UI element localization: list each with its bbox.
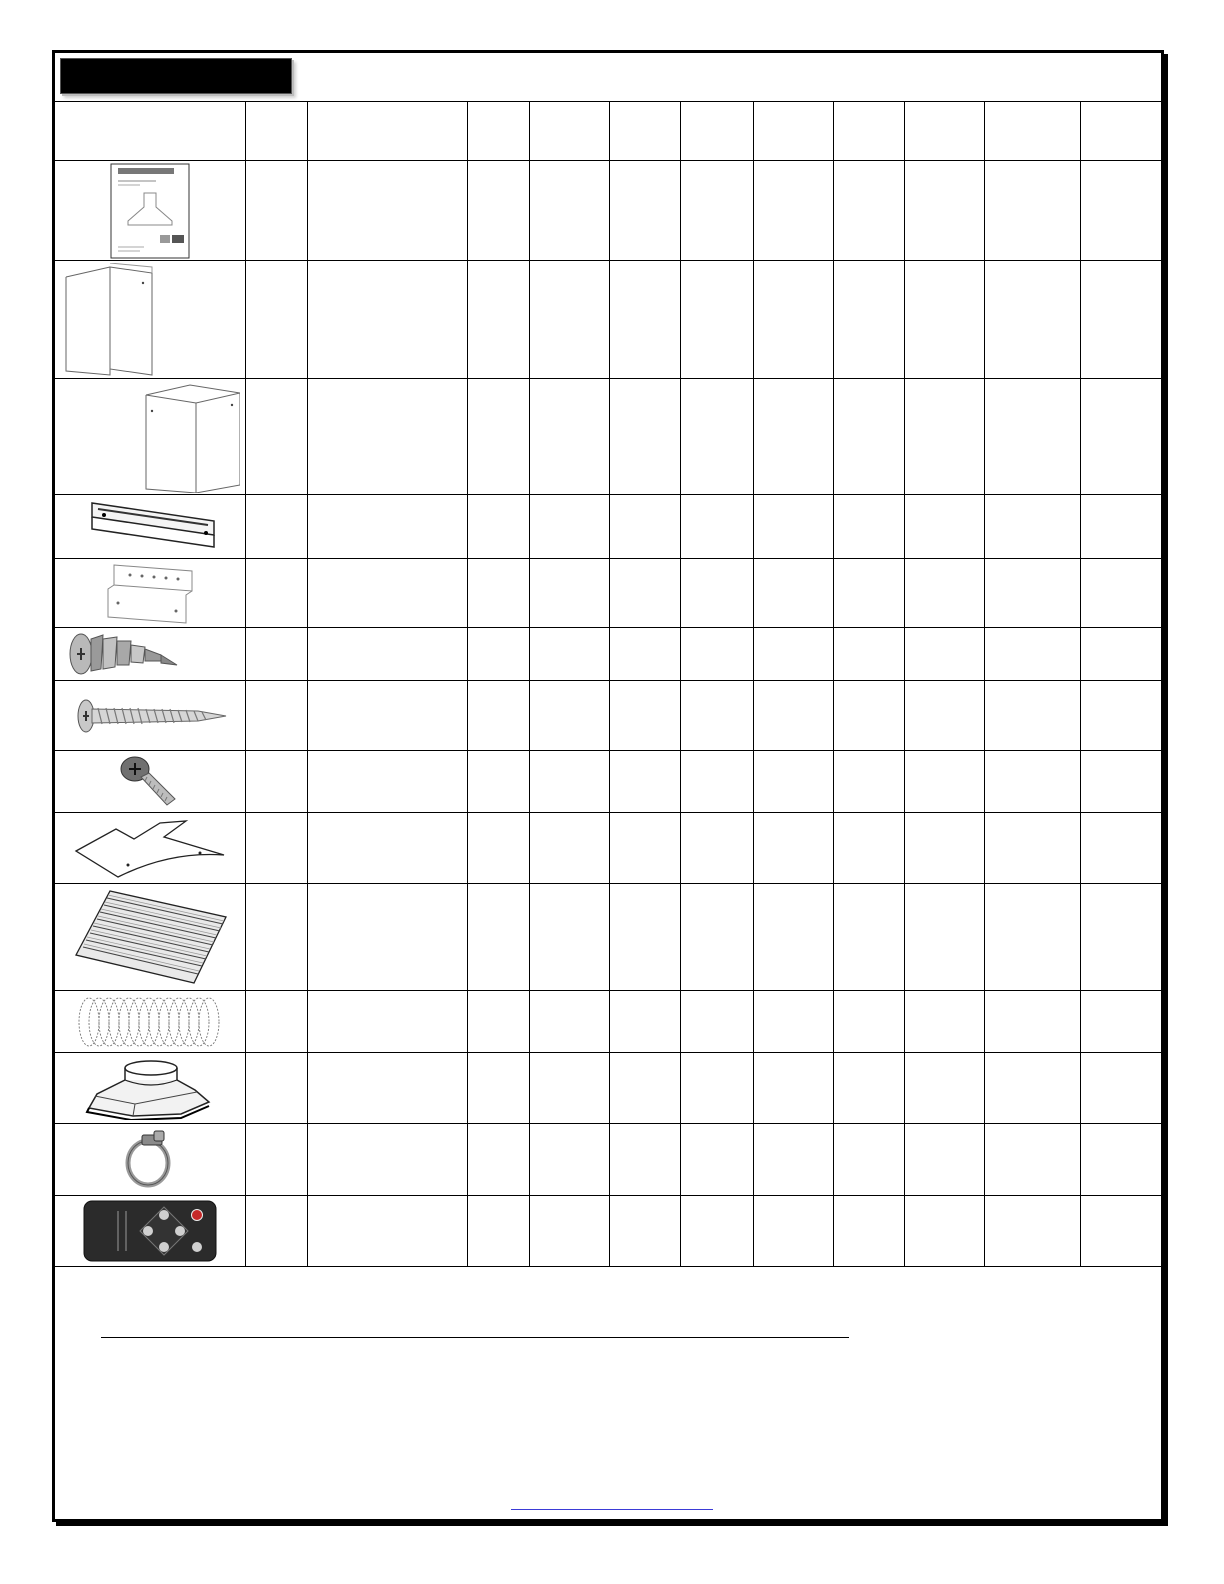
- header-cell: [529, 102, 609, 161]
- machine-screw-icon: [115, 753, 185, 811]
- table-row: [55, 1053, 1161, 1124]
- table-row: [55, 559, 1161, 628]
- section-title: [60, 58, 292, 94]
- part-image-cell: [55, 261, 245, 379]
- upper-chimney-icon: [60, 263, 240, 377]
- part-image-cell: [55, 681, 245, 751]
- header-cell: [55, 102, 245, 161]
- table-header-row: [55, 102, 1161, 161]
- bracket-icon: [100, 561, 200, 625]
- header-cell: [680, 102, 753, 161]
- table-row: [55, 1196, 1161, 1267]
- part-image-cell: [55, 1124, 245, 1196]
- lower-chimney-icon: [60, 381, 240, 493]
- part-image-cell: [55, 495, 245, 559]
- footer-rule: [101, 1337, 849, 1338]
- part-image-cell: [55, 1196, 245, 1267]
- header-cell: [1080, 102, 1161, 161]
- hose-clamp-icon: [120, 1129, 180, 1191]
- header-cell: [609, 102, 680, 161]
- table-row: [55, 161, 1161, 261]
- header-cell: [467, 102, 529, 161]
- table-row: [55, 681, 1161, 751]
- website-link-underline[interactable]: [511, 1509, 713, 1510]
- baffle-filter-icon: [70, 887, 230, 987]
- wall-anchor-icon: [65, 629, 185, 679]
- remote-control-icon: [82, 1199, 218, 1263]
- table-row: [55, 495, 1161, 559]
- table-row: [55, 991, 1161, 1053]
- header-cell: [307, 102, 467, 161]
- table-row: [55, 1124, 1161, 1196]
- flexible-duct-icon: [75, 994, 225, 1050]
- part-image-cell: [55, 884, 245, 991]
- table-row: [55, 751, 1161, 813]
- table-row: [55, 379, 1161, 495]
- header-cell: [904, 102, 984, 161]
- manual-booklet-icon: [110, 163, 190, 259]
- document-frame: [52, 50, 1164, 1522]
- part-image-cell: [55, 813, 245, 884]
- table-row: [55, 884, 1161, 991]
- table-row: [55, 813, 1161, 884]
- duct-adapter-icon: [85, 1056, 215, 1120]
- wood-screw-icon: [70, 691, 230, 741]
- part-image-cell: [55, 628, 245, 681]
- header-cell: [833, 102, 904, 161]
- part-image-cell: [55, 559, 245, 628]
- part-image-cell: [55, 751, 245, 813]
- table-row: [55, 261, 1161, 379]
- part-image-cell: [55, 991, 245, 1053]
- part-image-cell: [55, 1053, 245, 1124]
- table-row: [55, 628, 1161, 681]
- header-cell: [984, 102, 1080, 161]
- header-cell: [753, 102, 833, 161]
- header-cell: [245, 102, 307, 161]
- parts-table: [55, 101, 1161, 1267]
- mounting-rail-icon: [80, 497, 220, 557]
- top-plate-icon: [70, 815, 230, 881]
- part-image-cell: [55, 161, 245, 261]
- part-image-cell: [55, 379, 245, 495]
